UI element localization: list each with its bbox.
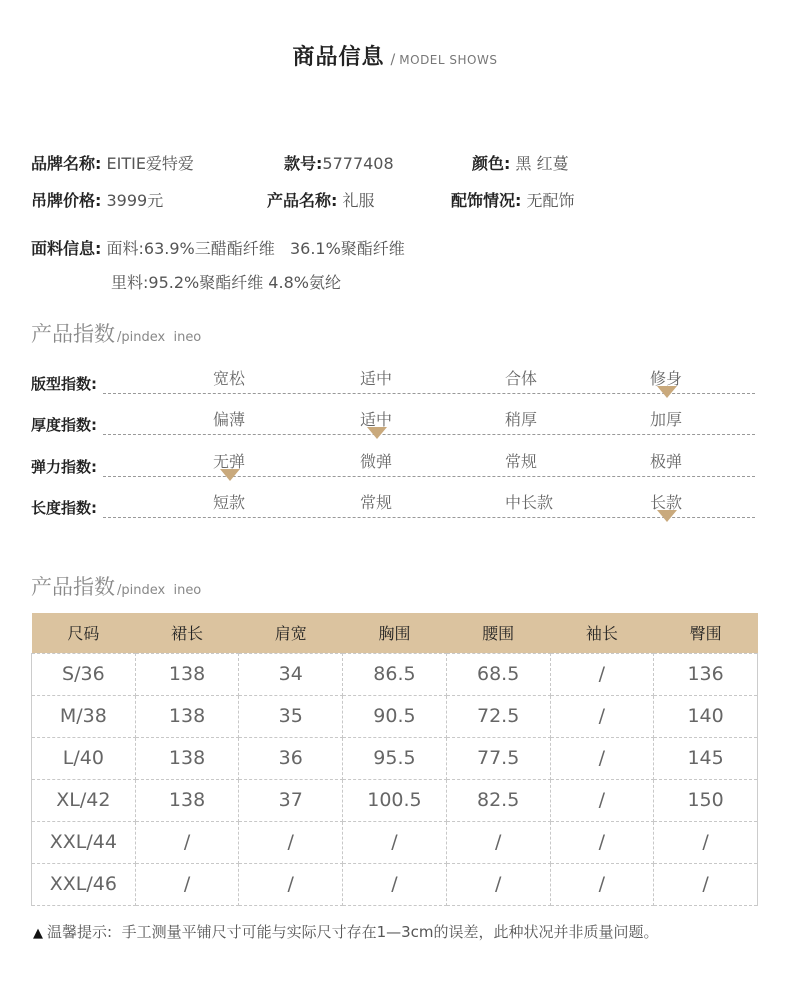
measurement-tip	[33, 921, 659, 942]
table-cell: XL/42	[32, 779, 136, 821]
product-label: 产品名称:	[267, 191, 338, 210]
table-cell: XXL/44	[32, 821, 136, 863]
table-cell: 82.5	[446, 779, 550, 821]
table-cell: 68.5	[446, 653, 550, 695]
table-cell: /	[135, 821, 239, 863]
index-title: 产品指数	[31, 322, 115, 346]
table-row	[32, 737, 758, 779]
table-cell: /	[343, 863, 447, 905]
index-row	[31, 407, 755, 437]
index-option: 微弹	[360, 452, 393, 471]
table-row	[32, 779, 758, 821]
fabric-outer: 面料:63.9%三醋酯纤维 36.1%聚酯纤维	[106, 239, 405, 258]
table-cell: L/40	[32, 737, 136, 779]
brand-info	[31, 151, 194, 174]
page-title: 商品信息	[292, 45, 385, 70]
table-cell: /	[446, 863, 550, 905]
index-option: 常规	[360, 493, 393, 512]
color-info	[472, 151, 569, 174]
table-cell: 95.5	[343, 737, 447, 779]
table-cell: 150	[654, 779, 758, 821]
accessory-label: 配饰情况:	[451, 191, 522, 210]
size-title: 产品指数	[31, 575, 115, 599]
index-dashed-line	[103, 434, 755, 435]
size-table	[31, 613, 758, 906]
selected-marker-icon	[220, 469, 240, 481]
index-dashed-line	[103, 476, 755, 477]
table-cell: 100.5	[343, 779, 447, 821]
table-row	[32, 695, 758, 737]
table-cell: 72.5	[446, 695, 550, 737]
warning-icon: ▲	[33, 926, 43, 941]
table-cell: 90.5	[343, 695, 447, 737]
table-cell: /	[446, 821, 550, 863]
price-value: 3999元	[106, 191, 164, 210]
index-title-en: /pindex ineo	[117, 330, 202, 345]
size-table-header	[32, 613, 758, 653]
size-column-header: 胸围	[343, 613, 447, 653]
index-option: 短款	[213, 493, 246, 512]
index-label: 厚度指数:	[31, 416, 97, 434]
table-cell: 138	[135, 779, 239, 821]
tip-text: 温馨提示: 手工测量平铺尺寸可能与实际尺寸存在1—3cm的误差，此种状况并非质量问题。	[47, 923, 659, 941]
price-label: 吊牌价格:	[31, 191, 102, 210]
table-cell: 140	[654, 695, 758, 737]
size-column-header: 臀围	[654, 613, 758, 653]
index-option: 偏薄	[213, 410, 246, 429]
index-option: 常规	[505, 452, 538, 471]
table-cell: /	[550, 821, 654, 863]
table-cell: /	[550, 863, 654, 905]
table-cell: S/36	[32, 653, 136, 695]
index-option: 合体	[505, 369, 538, 388]
color-value: 黑 红蔓	[515, 154, 569, 173]
table-cell: XXL/46	[32, 863, 136, 905]
index-option: 中长款	[505, 493, 554, 512]
index-section-title	[31, 318, 201, 348]
table-cell: 136	[654, 653, 758, 695]
size-column-header: 肩宽	[239, 613, 343, 653]
table-row	[32, 821, 758, 863]
index-label: 弹力指数:	[31, 458, 97, 476]
table-cell: 77.5	[446, 737, 550, 779]
index-option: 适中	[360, 369, 393, 388]
table-cell: /	[550, 653, 654, 695]
size-title-en: /pindex ineo	[117, 583, 202, 598]
table-cell: 36	[239, 737, 343, 779]
color-label: 颜色:	[472, 154, 511, 173]
title-separator: /	[390, 52, 396, 68]
product-value: 礼服	[342, 191, 375, 210]
table-cell: 138	[135, 737, 239, 779]
table-cell: 35	[239, 695, 343, 737]
index-option: 修身	[650, 369, 683, 388]
brand-label: 品牌名称:	[31, 154, 102, 173]
table-cell: 138	[135, 653, 239, 695]
table-cell: 145	[654, 737, 758, 779]
fabric-lining: 里料:95.2%聚酯纤维 4.8%氨纶	[111, 273, 341, 292]
selected-marker-icon	[367, 427, 387, 439]
style-value: 5777408	[322, 154, 394, 173]
table-cell: /	[239, 863, 343, 905]
selected-marker-icon	[657, 510, 677, 522]
table-row	[32, 653, 758, 695]
accessory-info	[451, 188, 575, 211]
accessory-value: 无配饰	[526, 191, 575, 210]
table-cell: /	[550, 695, 654, 737]
selected-marker-icon	[657, 386, 677, 398]
product-info	[267, 188, 375, 211]
table-cell: M/38	[32, 695, 136, 737]
style-info	[284, 151, 394, 174]
table-cell: /	[550, 737, 654, 779]
table-cell: 138	[135, 695, 239, 737]
fabric-info	[31, 236, 405, 259]
index-option: 无弹	[213, 452, 246, 471]
table-cell: /	[135, 863, 239, 905]
index-option: 极弹	[650, 452, 683, 471]
size-table-body	[32, 653, 758, 905]
page-header	[0, 40, 790, 71]
table-cell: 86.5	[343, 653, 447, 695]
index-label: 长度指数:	[31, 499, 97, 517]
index-row	[31, 490, 755, 520]
size-column-header: 尺码	[32, 613, 136, 653]
table-cell: /	[654, 863, 758, 905]
brand-value: EITIE爱特爱	[106, 154, 194, 173]
price-info	[31, 188, 163, 211]
table-cell: /	[550, 779, 654, 821]
size-column-header: 袖长	[550, 613, 654, 653]
style-label: 款号:	[284, 154, 323, 173]
size-section-title	[31, 571, 201, 601]
index-option: 加厚	[650, 410, 683, 429]
index-option: 宽松	[213, 369, 246, 388]
table-cell: /	[654, 821, 758, 863]
table-cell: /	[239, 821, 343, 863]
index-label: 版型指数:	[31, 375, 97, 393]
size-column-header: 裙长	[135, 613, 239, 653]
index-option: 稍厚	[505, 410, 538, 429]
size-column-header: 腰围	[446, 613, 550, 653]
table-cell: 37	[239, 779, 343, 821]
index-option: 适中	[360, 410, 393, 429]
table-cell: 34	[239, 653, 343, 695]
index-option: 长款	[650, 493, 683, 512]
page-subtitle: MODEL SHOWS	[399, 53, 498, 67]
table-cell: /	[343, 821, 447, 863]
fabric-label: 面料信息:	[31, 239, 102, 258]
index-row	[31, 449, 755, 479]
index-row	[31, 366, 755, 396]
table-row	[32, 863, 758, 905]
